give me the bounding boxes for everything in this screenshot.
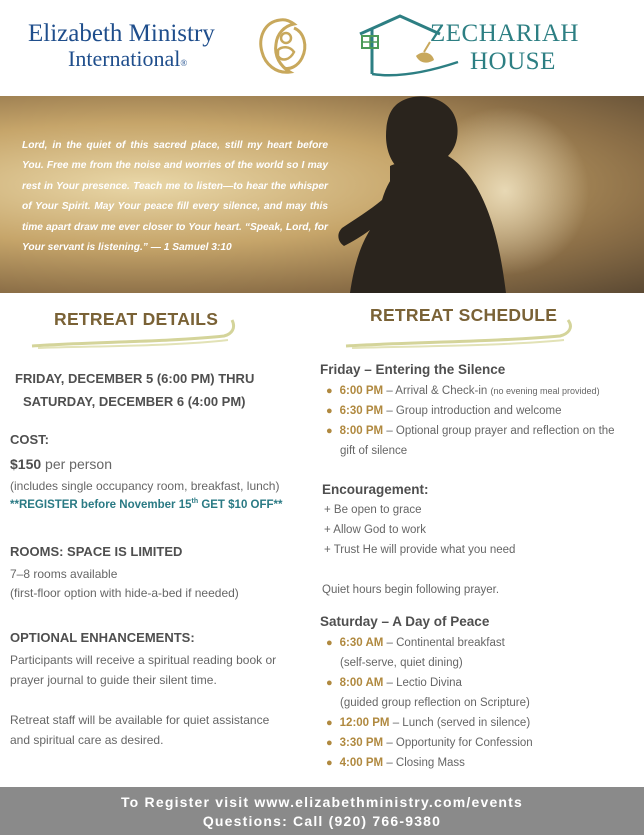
schedule-item: ● 12:00 PM – Lunch (served in silence): [326, 717, 531, 729]
retreat-dates-line1: FRIDAY, DECEMBER 5 (6:00 PM) THRU: [15, 371, 255, 386]
header: [0, 0, 644, 96]
zechariah-house-logo: [358, 12, 588, 82]
early-registration-promo: **REGISTER before November 15th GET $10 OFF**: [10, 498, 283, 511]
enhancements-label: OPTIONAL ENHANCEMENTS:: [10, 630, 195, 645]
schedule-item: ● 4:00 PM – Closing Mass: [326, 757, 465, 769]
retreat-details-heading: RETREAT DETAILS: [54, 309, 219, 329]
mother-child-icon: [250, 16, 312, 78]
encouragement-item: + Be open to grace: [324, 504, 422, 516]
cost-label: COST:: [10, 432, 49, 447]
contact-phone-text[interactable]: Questions: Call (920) 766-9380: [202, 813, 442, 829]
quiet-hours-note: Quiet hours begin following prayer.: [322, 584, 500, 596]
rooms-available: 7–8 rooms available: [10, 567, 118, 581]
schedule-item-continuation: (self-serve, quiet dining): [340, 657, 463, 669]
retreat-schedule-heading: RETREAT SCHEDULE: [370, 305, 558, 325]
enhancements-line: prayer journal to guide their silent time.: [10, 673, 217, 687]
schedule-item: ● 6:30 PM – Group introduction and welcome: [326, 405, 562, 417]
encouragement-item: + Trust He will provide what you need: [324, 544, 516, 556]
price-includes: (includes single occupancy room, breakfast, lunch): [10, 479, 280, 493]
schedule-item-continuation: gift of silence: [340, 445, 408, 457]
schedule-item: ● 8:00 AM – Lectio Divina: [326, 677, 462, 689]
encouragement-item: + Allow God to work: [324, 524, 426, 536]
footer: [0, 787, 644, 835]
registration-link-text[interactable]: To Register visit www.elizabethministry.com/events: [120, 794, 524, 810]
prayer-text: Lord, in the quiet of this sacred place, still my heart before You. Free me from the noise and worries of the world so I may rest in Your presence. Teach me to listen—to hear the whisper of Your Spirit. May Your peace fill every silence, and may this time apart draw me ever closer to Your heart. “Speak, Lord, for Your servant is listening.” — 1 Samuel 3:10: [22, 140, 328, 254]
swoosh-decoration: [28, 316, 240, 350]
logo-line1: ZECHARIAH: [430, 20, 579, 47]
praying-woman-silhouette: [330, 96, 560, 293]
logo-line2: International®: [68, 46, 188, 71]
elizabeth-ministry-logo: [28, 20, 215, 72]
hero-banner: [0, 96, 644, 293]
schedule-item: ● 6:00 PM – Arrival & Check-in (no evening meal provided): [326, 385, 600, 397]
price-line: $150 per person: [10, 456, 112, 472]
friday-title: Friday – Entering the Silence: [320, 362, 506, 377]
logo-line1: Elizabeth Ministry: [28, 20, 215, 47]
rooms-note: (first-floor option with hide-a-bed if needed): [10, 586, 239, 600]
retreat-dates-line2: SATURDAY, DECEMBER 6 (4:00 PM): [23, 394, 246, 409]
enhancements-line: Retreat staff will be available for quiet assistance: [10, 713, 270, 727]
enhancements-line: and spiritual care as desired.: [10, 733, 164, 747]
enhancements-line: Participants will receive a spiritual reading book or: [10, 653, 277, 667]
rooms-label: ROOMS: SPACE IS LIMITED: [10, 544, 183, 559]
schedule-item-continuation: (guided group reflection on Scripture): [340, 697, 530, 709]
schedule-item: ● 6:30 AM – Continental breakfast: [326, 637, 505, 649]
schedule-item: ● 8:00 PM – Optional group prayer and reflection on the: [326, 425, 615, 437]
schedule-item: ● 3:30 PM – Opportunity for Confession: [326, 737, 533, 749]
swoosh-decoration: [342, 316, 578, 350]
encouragement-title: Encouragement:: [322, 482, 429, 497]
saturday-title: Saturday – A Day of Peace: [320, 614, 490, 629]
logo-line2: HOUSE: [470, 48, 556, 75]
